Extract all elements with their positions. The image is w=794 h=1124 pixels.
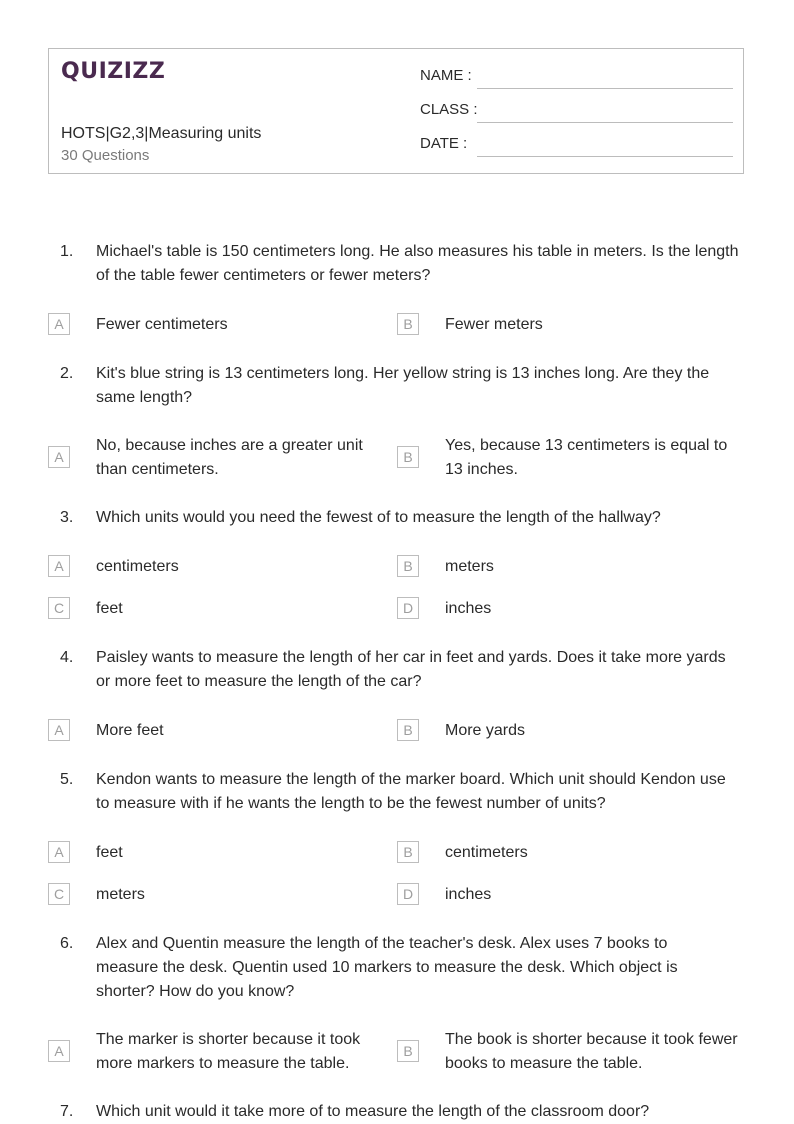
option-text[interactable]: meters bbox=[96, 886, 145, 903]
question-number: 2. bbox=[60, 365, 74, 382]
option-text[interactable]: More feet bbox=[96, 722, 164, 739]
option-text[interactable]: No, because inches are a greater unit than centimeters. bbox=[96, 437, 363, 478]
question-number: 5. bbox=[60, 771, 74, 788]
worksheet-header bbox=[48, 48, 744, 174]
question-text: Which units would you need the fewest of to measure the length of the hallway? bbox=[96, 509, 661, 526]
option-letter-box[interactable]: B bbox=[397, 719, 419, 741]
option-letter-box[interactable]: B bbox=[397, 446, 419, 468]
option-letter-box[interactable]: A bbox=[48, 446, 70, 468]
option-text[interactable]: The marker is shorter because it took more markers to measure the table. bbox=[96, 1031, 361, 1072]
worksheet-title: HOTS|G2,3|Measuring units bbox=[61, 125, 262, 142]
option-letter-box[interactable]: B bbox=[397, 555, 419, 577]
option-letter-box[interactable]: B bbox=[397, 1040, 419, 1062]
question-text: Michael's table is 150 centimeters long. He also measures his table in meters. Is the length of the table fewer centimeters or fewer meters? bbox=[96, 243, 739, 284]
option-letter-box[interactable]: A bbox=[48, 313, 70, 335]
question-text: Which unit would it take more of to measure the length of the classroom door? bbox=[96, 1103, 650, 1120]
class-field[interactable] bbox=[420, 101, 733, 125]
question-text: Kendon wants to measure the length of the marker board. Which unit should Kendon use to measure with if he wants the length to be the fewest number of units? bbox=[96, 771, 726, 812]
option-letter-box[interactable]: A bbox=[48, 555, 70, 577]
option-letter-box[interactable]: D bbox=[397, 883, 419, 905]
option-letter-box[interactable]: D bbox=[397, 597, 419, 619]
option-text[interactable]: feet bbox=[96, 600, 123, 617]
name-label: NAME : bbox=[420, 67, 472, 84]
option-letter-box[interactable]: A bbox=[48, 1040, 70, 1062]
option-letter-box[interactable]: C bbox=[48, 597, 70, 619]
option-text[interactable]: centimeters bbox=[445, 844, 528, 861]
option-letter-box[interactable]: C bbox=[48, 883, 70, 905]
class-label: CLASS : bbox=[420, 101, 478, 118]
option-letter-box[interactable]: A bbox=[48, 841, 70, 863]
question-number: 4. bbox=[60, 649, 74, 666]
question-number: 7. bbox=[60, 1103, 74, 1120]
option-letter-box[interactable]: A bbox=[48, 719, 70, 741]
option-text[interactable]: inches bbox=[445, 600, 492, 617]
question-number: 6. bbox=[60, 935, 74, 952]
option-letter-box[interactable]: B bbox=[397, 313, 419, 335]
question-number: 1. bbox=[60, 243, 74, 260]
question-count: 30 Questions bbox=[61, 147, 150, 164]
option-text[interactable]: Fewer centimeters bbox=[96, 316, 228, 333]
option-text[interactable]: feet bbox=[96, 844, 123, 861]
question-number: 3. bbox=[60, 509, 74, 526]
name-field[interactable] bbox=[420, 67, 733, 91]
date-field[interactable] bbox=[420, 135, 733, 159]
option-letter-box[interactable]: B bbox=[397, 841, 419, 863]
date-label: DATE : bbox=[420, 135, 468, 152]
class-line[interactable] bbox=[477, 122, 733, 123]
name-line[interactable] bbox=[477, 88, 733, 89]
date-line[interactable] bbox=[477, 156, 733, 157]
question-text: Kit's blue string is 13 centimeters long. Her yellow string is 13 inches long. Are they the same length? bbox=[96, 365, 710, 406]
option-text[interactable]: centimeters bbox=[96, 558, 179, 575]
option-text[interactable]: inches bbox=[445, 886, 492, 903]
option-text[interactable]: More yards bbox=[445, 722, 526, 739]
option-text[interactable]: meters bbox=[445, 558, 494, 575]
option-text[interactable]: Yes, because 13 centimeters is equal to 13 inches. bbox=[445, 437, 728, 478]
question-text: Paisley wants to measure the length of her car in feet and yards. Does it take more yards or more feet to measure the length of the car? bbox=[96, 649, 726, 690]
option-text[interactable]: The book is shorter because it took fewer books to measure the table. bbox=[445, 1031, 738, 1072]
option-text[interactable]: Fewer meters bbox=[445, 316, 543, 333]
question-text: Alex and Quentin measure the length of the teacher's desk. Alex uses 7 books to measure the desk. Quentin used 10 markers to measure the desk. Which object is shorter? How do you know? bbox=[96, 935, 678, 1000]
quizizz-logo: QUIZIZZ bbox=[61, 59, 166, 84]
